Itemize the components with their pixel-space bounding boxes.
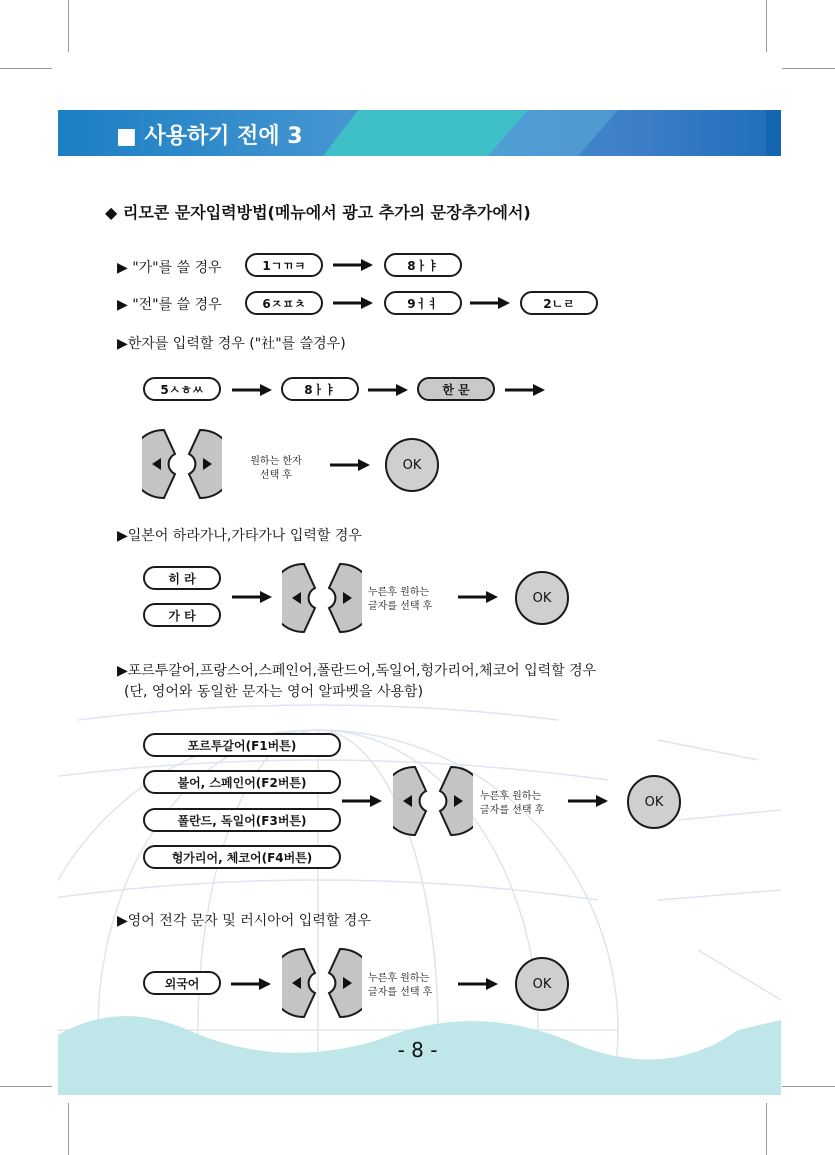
crop-mark: [782, 68, 835, 69]
crop-mark: [766, 0, 767, 52]
key-8-button[interactable]: 8ㅏㅑ: [384, 253, 462, 277]
left-right-dpad-icon[interactable]: [142, 428, 222, 500]
row-jeon-label: ▶ "전"를 쓸 경우: [117, 297, 222, 313]
page-number: - 8 -: [397, 1038, 438, 1062]
arrow-right-icon: [333, 259, 373, 271]
hanmun-button[interactable]: 한 문: [417, 377, 495, 401]
european-note: (단, 영어와 동일한 문자는 영어 알파벳을 사용함): [124, 684, 424, 700]
arrow-right-icon: [458, 978, 498, 990]
key-2-button[interactable]: 2ㄴㄹ: [520, 291, 598, 315]
japanese-label: ▶일본어 하라가나,가타가나 입력할 경우: [117, 528, 362, 544]
katakana-button[interactable]: 가 타: [143, 603, 221, 627]
f3-button[interactable]: 폴란드, 독일어(F3버튼): [143, 808, 341, 832]
ok-button[interactable]: OK: [515, 571, 569, 625]
foreign-label: ▶영어 전각 문자 및 러시아어 입력할 경우: [117, 913, 371, 929]
banner-title: ■ 사용하기 전에 3: [116, 124, 303, 149]
arrow-right-icon: [505, 384, 545, 396]
arrow-right-icon: [458, 591, 498, 603]
crop-mark: [766, 1103, 767, 1155]
arrow-right-icon: [342, 795, 382, 807]
f1-button[interactable]: 포르투갈어(F1버튼): [143, 733, 341, 757]
left-right-dpad-icon[interactable]: [393, 765, 473, 837]
left-right-dpad-icon[interactable]: [282, 947, 362, 1019]
arrow-right-icon: [232, 591, 272, 603]
ok-button[interactable]: OK: [515, 957, 569, 1011]
hiragana-button[interactable]: 히 라: [143, 566, 221, 590]
key-1-button[interactable]: 1ㄱㄲㅋ: [245, 253, 323, 277]
f4-button[interactable]: 헝가리어, 체코어(F4버튼): [143, 845, 341, 869]
crop-mark: [68, 1103, 69, 1155]
crop-mark: [68, 0, 69, 52]
left-right-dpad-icon[interactable]: [282, 562, 362, 634]
key-5-button[interactable]: 5ㅅㅎㅆ: [143, 377, 221, 401]
crop-mark: [0, 68, 52, 69]
arrow-right-icon: [368, 384, 408, 396]
ok-button[interactable]: OK: [627, 775, 681, 829]
f2-button[interactable]: 불어, 스페인어(F2버튼): [143, 770, 341, 794]
key-9-button[interactable]: 9ㅓㅕ: [384, 291, 462, 315]
arrow-right-icon: [232, 384, 272, 396]
foreign-language-button[interactable]: 외국어: [143, 971, 221, 995]
european-label: ▶포르투갈어,프랑스어,스페인어,폴란드어,독일어,헝가리어,체코어 입력할 경우: [117, 663, 597, 679]
hanja-instruction: 원하는 한자 선택 후: [250, 456, 302, 481]
key-8-button[interactable]: 8ㅏㅑ: [281, 377, 359, 401]
european-instruction: 누른후 원하는 글자를 선택 후: [480, 791, 545, 816]
arrow-right-icon: [330, 459, 370, 471]
arrow-right-icon: [568, 795, 608, 807]
globe-background: [58, 700, 781, 1095]
key-6-button[interactable]: 6ㅈㅍㅊ: [245, 291, 323, 315]
japanese-instruction: 누른후 원하는 글자를 선택 후: [368, 587, 433, 612]
arrow-right-icon: [470, 297, 510, 309]
arrow-right-icon: [333, 297, 373, 309]
arrow-right-icon: [231, 978, 271, 990]
ok-button[interactable]: OK: [385, 438, 439, 492]
row-ga-label: ▶ "가"를 쓸 경우: [117, 260, 222, 276]
foreign-instruction: 누른후 원하는 글자를 선택 후: [368, 973, 433, 998]
hanja-label: ▶한자를 입력할 경우 ("社"를 쓸경우): [117, 336, 346, 352]
section-heading: ◆ 리모콘 문자입력방법(메뉴에서 광고 추가의 문장추가에서): [105, 203, 531, 222]
crop-mark: [782, 1086, 835, 1087]
crop-mark: [0, 1086, 52, 1087]
